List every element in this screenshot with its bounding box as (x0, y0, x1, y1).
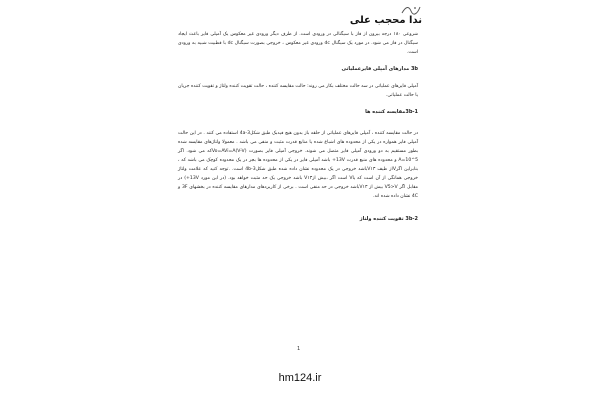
author-name: ندا محجب علی (349, 15, 422, 26)
section-heading-3b1: 3b-1مقایسه کننده ها (365, 109, 418, 115)
section-heading-3b2: 3b-2 تقویت کننده ولتاژ (359, 216, 418, 222)
paragraph-comparators: در حالت مقایسه کننده ، آمپلی فایرهای عملیاتی از حلقه باز بدون هیچ فیدبک طبق شکل4a-3 استفاده می کنند . در این حالت آمپلی فایر همواره در یکی از محدوده های اشباع شده یا منابع قدرت مثبت و منفی می باشد . معمولا ولتاژهای مقایسه شده بطور مستقیم به دو ورودی آمپلی فایر متصل می شوند. خروجی آمپلی فایر بصورت Vo=AVi=A(V-V)که می شود. اگر A=10^5 و محدوده های منبع قدرت 13V+ باشد آمپلی فایر در یکی از محدوده ها بجز در یک محدوده کوچک می باشد که ، بنابراین اگرVاز طیف V۱۳باشد خروجی در یک محدوده نشان داده شده طبق شکل4b-3 است. .توجه کنید که علامت ولتاژ خروجی همانگی از آن است که یاV است اگر ،بیش ازV۱۳ باشد خروجی یک حد مثبت خواهد بود. (در این مورد 13V+) در مقابل اگر V5>V بیش از V۱۳باشد خروجی در حد منفی است . برخی از کاربردهای مدارهای مقایسه کننده در بخشهای 3F و 4C نشان داده شده اند. (178, 131, 419, 199)
page-number: 1 (297, 346, 301, 352)
source-watermark: hm124.ir (278, 372, 322, 384)
section-heading-3b: 3b مدارهای آمپلی فایرعملیاتی (341, 66, 418, 72)
paragraph-opamp-modes: آمپلی فایرهای عملیاتی در سه حالت مختلف بکار می روند: حالت مقایسه کننده ، حالت تقویت کننده ولتاژ و تقویت کننده جریان یا حالت عملیاتی. (178, 84, 418, 98)
document-body (178, 30, 418, 224)
paragraph-intro: شروعی ۱۸۰ درجه بیرون از فاز با سیگنالی در ورودی است. از طرف دیگر ورودی غیر معکوس یک آمپلی فایر باعث ایجاد سیگنال در فاز می شود. در مورد یک سیگنال dc ورودی غیر معکوس ، خروجی بصورت سیگنال dc با قطبیت شبیه به ورودی است. (178, 32, 418, 55)
document-header (342, 4, 422, 28)
